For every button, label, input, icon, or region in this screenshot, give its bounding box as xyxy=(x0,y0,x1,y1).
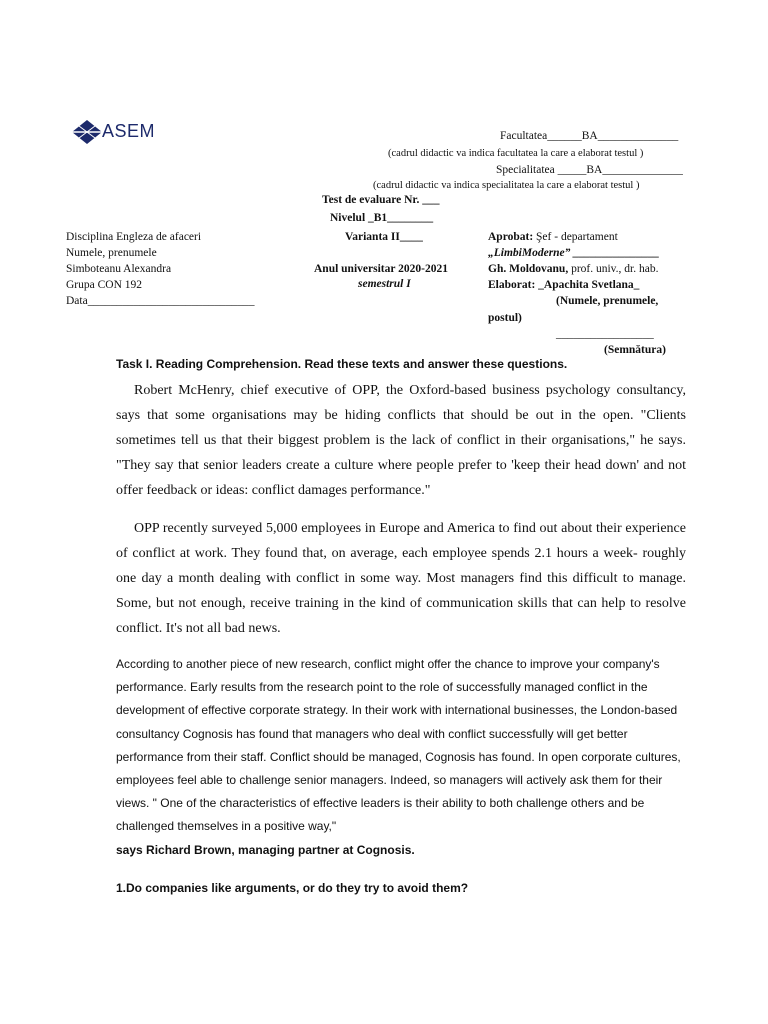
sef-title: prof. univ., dr. hab. xyxy=(571,263,659,275)
question-1: 1.Do companies like arguments, or do they try to avoid them? xyxy=(116,881,469,895)
paragraph-2-text: OPP recently surveyed 5,000 employees in Europe and America to find out about their experience of conflict at work. They found that, on average, each employee spends 2.1 hours a week- roughly one day a month dealing with conflict in some way. Most managers find this difficult to manage. Some, but not enough, receive training in the kind of communication skills that can help to resolve conflict. It's not all bad news. xyxy=(116,521,686,636)
aprobat-line xyxy=(488,231,618,243)
task-heading: Task I. Reading Comprehension. Read these texts and answer these questions. xyxy=(116,357,568,371)
varianta: Varianta II____ xyxy=(345,231,423,243)
specialitatea-note: (cadrul didactic va indica specialitatea la care a elaborat testul ) xyxy=(373,180,640,191)
numele-value: Simboteanu Alexandra xyxy=(66,263,172,275)
department-name: „LimbiModerne” _______________ xyxy=(488,247,660,259)
numele-postul-2: postul) xyxy=(488,312,522,324)
data-field: Data_____________________________ xyxy=(66,295,255,307)
elaborat: Elaborat: _Apachita Svetlana_ xyxy=(488,279,640,291)
numele-label: Numele, prenumele xyxy=(66,247,157,259)
nivelul: Nivelul _B1________ xyxy=(330,212,434,224)
test-title: Test de evaluare Nr. ___ xyxy=(322,194,440,206)
anul-universitar: Anul universitar 2020-2021 xyxy=(314,263,448,275)
sef-name: Gh. Moldovanu, xyxy=(488,263,569,275)
semnatura-label: (Semnătura) xyxy=(604,344,666,356)
paragraph-3-text: According to another piece of new research, conflict might offer the chance to improve your company's performance. Early results from the research point to the role of successfully managed conflict in the development of effective corporate strategy. In their work with international businesses, the London-based consultancy Cognosis has found that managers who deal with conflict successfully will get better performance from their staff. Conflict should be managed, Cognosis has found. In open corporate cultures, employees feel able to challenge senior managers. Indeed, so managers will actively ask them for their views. " One of the characteristics of effective leaders is their ability to both challenge others and be challenged themselves in a positive way," xyxy=(116,657,681,834)
signature-line: _________________ xyxy=(556,328,654,340)
asem-logo xyxy=(70,118,180,146)
aprobat-label: Aprobat: xyxy=(488,231,534,243)
aprobat-value: Şef - departament xyxy=(536,231,618,243)
numele-postul-1: (Numele, prenumele, xyxy=(556,295,659,307)
facultatea-note: (cadrul didactic va indica facultatea la care a elaborat testul ) xyxy=(388,148,644,159)
paragraph-2 xyxy=(116,516,686,641)
sef-line xyxy=(488,263,659,275)
specialitatea-field: Specialitatea _____BA______________ xyxy=(496,164,683,176)
logo-text: ASEM xyxy=(102,121,156,141)
asem-logo-icon xyxy=(70,118,104,146)
paragraph-1 xyxy=(116,378,686,503)
semestrul: semestrul I xyxy=(358,278,411,290)
disciplina: Disciplina Engleza de afaceri xyxy=(66,231,202,243)
facultatea-field: Facultatea______BA______________ xyxy=(500,130,679,142)
paragraph-3 xyxy=(116,653,686,862)
paragraph-3-end: says Richard Brown, managing partner at Cognosis. xyxy=(116,842,415,857)
paragraph-1-text: Robert McHenry, chief executive of OPP, the Oxford-based business psychology consultancy, says that some organisations may be hiding conflicts that should be out in the open. "Clients sometimes tell us that their biggest problem is the lack of conflict in their organisations," he says. "They say that senior leaders create a culture where people prefer to 'keep their head down' and not offer feedback or ideas: conflict damages performance." xyxy=(116,383,686,498)
grupa: Grupa CON 192 xyxy=(66,279,143,291)
